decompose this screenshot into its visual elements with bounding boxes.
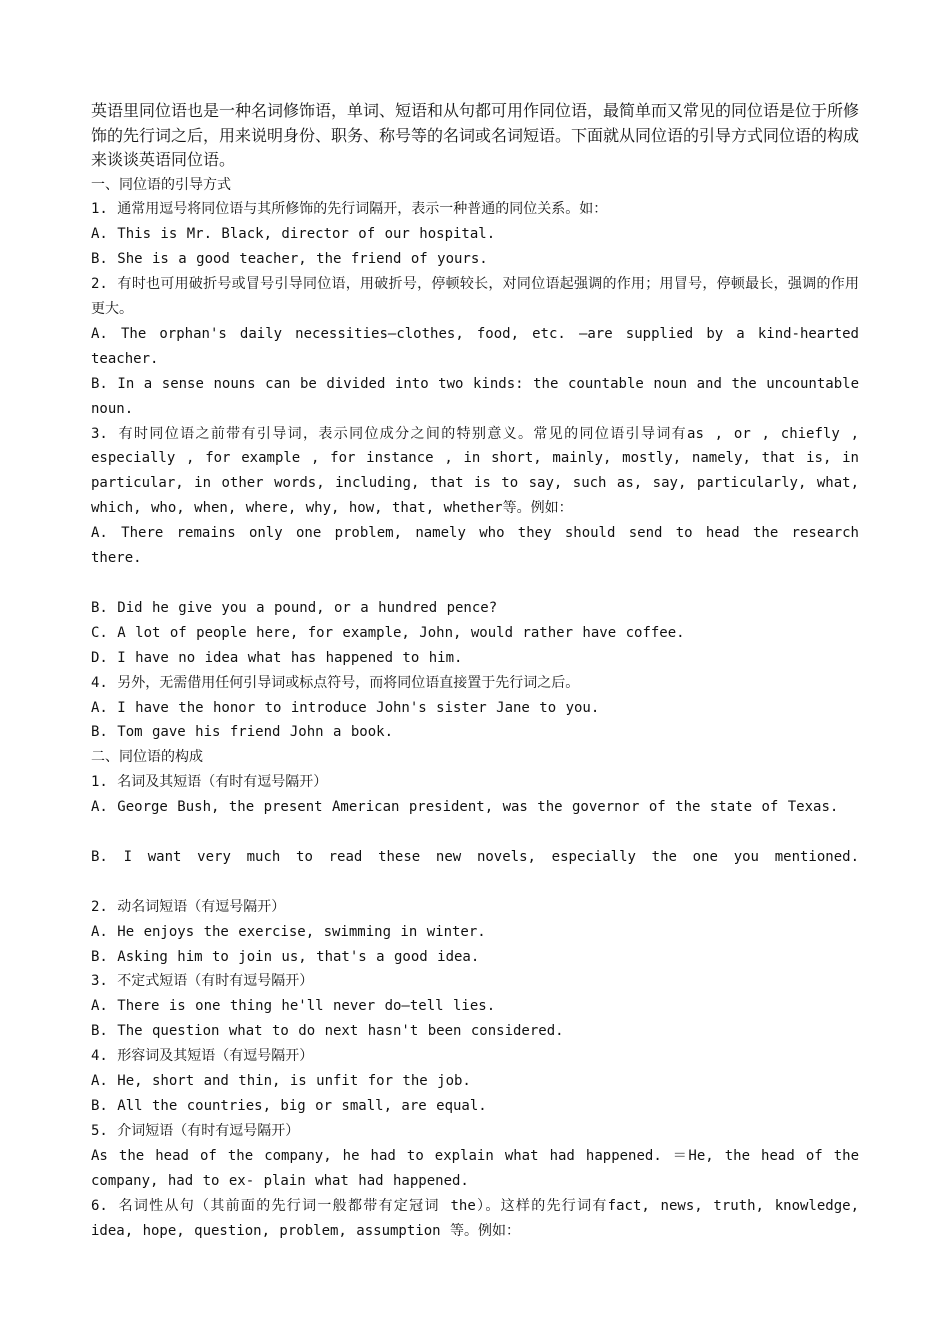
example-line: A. I have the honor to introduce John's sister Jane to you. <box>91 699 600 716</box>
example-line: B. In a sense nouns can be divided into two kinds: the countable noun and the uncountable noun. <box>91 375 859 417</box>
section-heading-1: 一、同位语的引导方式 <box>91 176 231 193</box>
example-line: B. Tom gave his friend John a book. <box>91 724 394 741</box>
intro-paragraph: 英语里同位语也是一种名词修饰语，单词、短语和从句都可用作同位语，最简单而又常见的同位语是位于所修饰的先行词之后，用来说明身份、职务、称号等的名词或名词短语。下面就从同位语的引导方式同位语的构成来谈谈英语同位语。 <box>91 101 860 169</box>
type-5: 5. 介词短语（有时有逗号隔开） <box>91 1122 300 1139</box>
rule-2: 2. 有时也可用破折号或冒号引导同位语，用破折号，停顿较长，对同位语起强调的作用；用冒号，停顿最长，强调的作用更大。 <box>91 276 859 318</box>
example-line: B. The question what to do next hasn't been considered. <box>91 1023 564 1040</box>
type-2: 2. 动名词短语（有逗号隔开） <box>91 898 286 915</box>
blank-line <box>91 820 859 845</box>
type-3: 3. 不定式短语（有时有逗号隔开） <box>91 973 314 990</box>
document-page <box>91 99 859 1243</box>
blank-line <box>91 571 859 596</box>
example-line: B. All the countries, big or small, are equal. <box>91 1097 487 1114</box>
example-line: B. Did he give you a pound, or a hundred pence? <box>91 599 498 616</box>
example-line: A. He enjoys the exercise, swimming in winter. <box>91 923 486 940</box>
example-line: B. She is a good teacher, the friend of yours. <box>91 251 488 268</box>
section-heading-2: 二、同位语的构成 <box>91 749 203 766</box>
example-line: D. I have no idea what has happened to him. <box>91 649 463 666</box>
example-line: B. I want very much to read these new novels, especially the one you mentioned. <box>91 848 859 865</box>
example-line: A. George Bush, the present American president, was the governor of the state of Texas. <box>91 799 839 816</box>
blank-line <box>91 870 859 895</box>
example-line: B. Asking him to join us, that's a good idea. <box>91 948 480 965</box>
example-line: As the head of the company, he had to explain what had happened. ＝He, the head of the company, had to ex- plain what had happened. <box>91 1147 859 1189</box>
type-4: 4. 形容词及其短语（有逗号隔开） <box>91 1048 314 1065</box>
rule-4: 4. 另外，无需借用任何引导词或标点符号，而将同位语直接置于先行词之后。 <box>91 674 580 691</box>
example-line: A. There is one thing he'll never do—tell lies. <box>91 998 496 1015</box>
type-6: 6. 名词性从句（其前面的先行词一般都带有定冠词 the）。这样的先行词有fact, news, truth, knowledge, idea, hope, question, problem, assumption 等。例如： <box>91 1197 859 1239</box>
example-line: A. He, short and thin, is unfit for the job. <box>91 1073 471 1090</box>
rule-3: 3. 有时同位语之前带有引导词，表示同位成分之间的特别意义。常见的同位语引导词有as , or , chiefly , especially , for example , for instance , in short, mainly, mostly, namely, that is, in particular, in other words, including, that is to say, such as, say, particularly, what, which, who, when, where, why, how, that, whether等。例如： <box>91 425 859 517</box>
type-1: 1. 名词及其短语（有时有逗号隔开） <box>91 774 328 791</box>
rule-1: 1. 通常用逗号将同位语与其所修饰的先行词隔开，表示一种普通的同位关系。如： <box>91 201 608 218</box>
example-line: C. A lot of people here, for example, John, would rather have coffee. <box>91 624 685 641</box>
example-line: A. There remains only one problem, namely who they should send to head the research there. <box>91 525 859 567</box>
example-line: A. This is Mr. Black, director of our hospital. <box>91 226 496 243</box>
example-line: A. The orphan's daily necessities—clothes, food, etc. —are supplied by a kind-hearted teacher. <box>91 325 859 367</box>
